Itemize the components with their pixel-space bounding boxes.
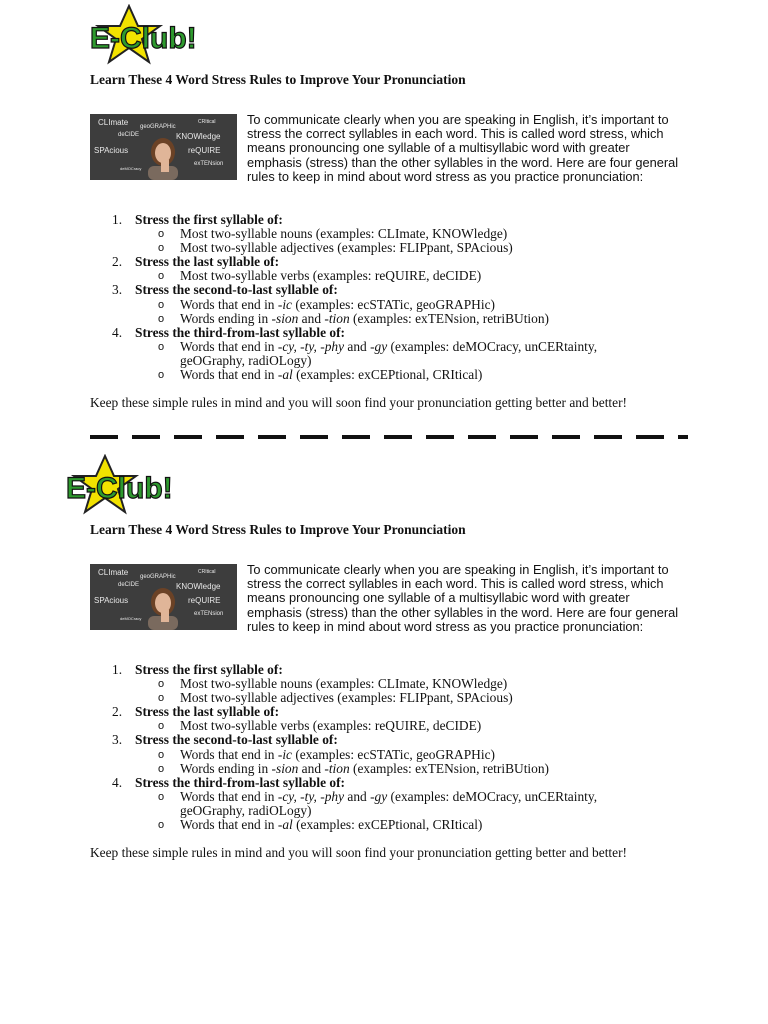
rule-item: 2. Stress the last syllable of: — [112, 704, 280, 720]
cut-line — [90, 435, 690, 441]
photo-word: reQUIRE — [188, 146, 221, 155]
rule-item: 1. Stress the first syllable of: — [112, 662, 283, 677]
closing-paragraph: Keep these simple rules in mind and you will soon find your pronunciation getting better and better! — [90, 395, 627, 410]
photo-word: SPAcious — [94, 596, 129, 605]
list-item: o Words that end in -ic (examples: ecSTATic, geoGRAPHic) — [158, 746, 495, 762]
intro-paragraph: To communicate clearly when you are speaking in English, it’s important to stress the correct syllables in each word. This is called word stress, which means pronouncing one syllable of a multisyllabic word with greater emphasis (stress) than the other syllables in the word. Here are four general rules to keep in mind about word stress as you practice pronunciation: — [247, 112, 679, 184]
list-item: o Words that end in -ic (examples: ecSTATic, geoGRAPHic) — [158, 296, 495, 312]
list-item: o Words that end in -al (examples: exCEPtional, CRItical) — [158, 367, 483, 383]
rule-item: 1. Stress the first syllable of: — [112, 212, 283, 227]
list-item: o Words that end in -cy, -ty, -phy and -gy (examples: deMOCracy, unCERtainty, geOGraphy, radiOLogy) — [158, 788, 598, 818]
intro-paragraph: To communicate clearly when you are speaking in English, it’s important to stress the correct syllables in each word. This is called word stress, which means pronouncing one syllable of a multisyllabic word with greater emphasis (stress) than the other syllables in the word. Here are four general rules to keep in mind about word stress as you practice pronunciation: — [247, 562, 679, 634]
photo-word: CLImate — [98, 118, 129, 127]
rule-item: 3. Stress the second-to-last syllable of: — [112, 282, 338, 298]
rules-list — [90, 663, 690, 832]
page-title: Learn These 4 Word Stress Rules to Improve Your Pronunciation — [90, 72, 466, 87]
photo-word: deCIDE — [118, 582, 140, 588]
list-item: o Most two-syllable adjectives (examples: FLIPpant, SPAcious) — [158, 240, 513, 256]
photo-word: CRItical — [198, 569, 216, 575]
photo-word: exTENsion — [194, 161, 224, 167]
rule-item: 2. Stress the last syllable of: — [112, 254, 280, 270]
eclub-logo — [60, 454, 210, 518]
logo-text: E-Club! — [90, 22, 197, 55]
photo-word: CLImate — [98, 568, 129, 577]
page-title: Learn These 4 Word Stress Rules to Improve Your Pronunciation — [90, 522, 466, 537]
list-item: o Words that end in -cy, -ty, -phy and -gy (examples: deMOCracy, unCERtainty, geOGraphy, radiOLogy) — [158, 338, 598, 368]
list-item: o Most two-syllable verbs (examples: reQUIRE, deCIDE) — [158, 718, 482, 734]
rules-list — [90, 213, 690, 382]
handout-bottom — [0, 450, 768, 890]
photo-word: geoGRAPHic — [140, 124, 176, 130]
photo-word: exTENsion — [194, 611, 224, 617]
list-item: o Most two-syllable nouns (examples: CLImate, KNOWledge) — [158, 676, 508, 692]
eclub-logo — [84, 4, 234, 68]
list-item: o Words ending in -sion and -tion (examples: exTENsion, retriBUtion) — [158, 760, 549, 776]
rule-item: 3. Stress the second-to-last syllable of: — [112, 732, 338, 748]
photo-word: KNOWledge — [176, 132, 221, 141]
photo-word: KNOWledge — [176, 582, 221, 591]
list-item: o Words ending in -sion and -tion (examples: exTENsion, retriBUtion) — [158, 310, 549, 326]
rule-item: 4. Stress the third-from-last syllable of: — [112, 774, 346, 790]
list-item: o Most two-syllable nouns (examples: CLImate, KNOWledge) — [158, 226, 508, 242]
list-item: o Most two-syllable adjectives (examples: FLIPpant, SPAcious) — [158, 690, 513, 706]
logo-text: E-Club! — [66, 472, 173, 505]
rule-item: 4. Stress the third-from-last syllable of: — [112, 324, 346, 340]
photo-word: deMOCracy — [120, 616, 142, 621]
photo-word: geoGRAPHic — [140, 574, 176, 580]
photo-word: deCIDE — [118, 132, 140, 138]
closing-paragraph: Keep these simple rules in mind and you will soon find your pronunciation getting better and better! — [90, 845, 627, 860]
photo-word: SPAcious — [94, 146, 129, 155]
list-item: o Most two-syllable verbs (examples: reQUIRE, deCIDE) — [158, 268, 482, 284]
photo-word: CRItical — [198, 119, 216, 125]
handout-top — [0, 0, 768, 440]
list-item: o Words that end in -al (examples: exCEPtional, CRItical) — [158, 817, 483, 833]
photo-word: reQUIRE — [188, 596, 221, 605]
photo-word: deMOCracy — [120, 166, 142, 171]
